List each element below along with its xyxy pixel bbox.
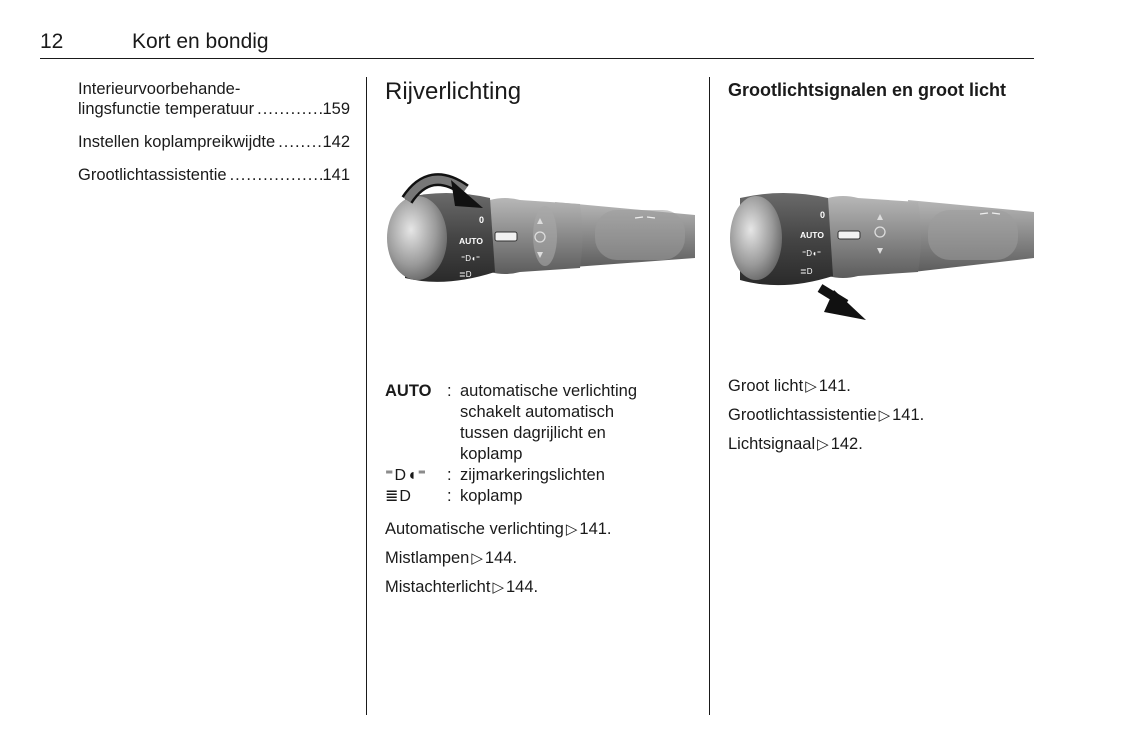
side-marker-lights-icon: ⁼D◖⁼ bbox=[385, 467, 428, 484]
high-beam-switch-illustration bbox=[728, 180, 1038, 325]
reference-text: Automatische verlichting bbox=[385, 520, 564, 538]
leader-dots bbox=[227, 165, 323, 185]
index-entry[interactable] bbox=[78, 79, 350, 119]
ring-label-side-lights: ⁼D◖⁼ bbox=[802, 249, 822, 258]
index-entry[interactable] bbox=[78, 165, 350, 185]
ref-arrow-icon: ▷ bbox=[878, 407, 891, 424]
ring-label-main-lights: ≣D bbox=[459, 270, 472, 279]
legend-description: koplamp bbox=[460, 487, 523, 505]
legend-description bbox=[460, 381, 670, 465]
reference-link[interactable] bbox=[728, 376, 924, 397]
ring-label-side-lights: ⁼D◖⁼ bbox=[461, 254, 481, 263]
legend-colon: : bbox=[447, 487, 452, 505]
reference-link[interactable] bbox=[728, 405, 924, 426]
column-divider-2 bbox=[709, 77, 710, 715]
legend-row bbox=[385, 465, 670, 486]
legend-line: koplamp bbox=[460, 445, 523, 463]
index-page-number: 159 bbox=[322, 100, 350, 118]
index-list bbox=[78, 79, 350, 198]
reference-text: Mistachterlicht bbox=[385, 578, 491, 596]
section-heading: Rijverlichting bbox=[385, 78, 522, 105]
leader-dots bbox=[275, 132, 322, 152]
section-heading: Grootlichtsignalen en groot licht bbox=[728, 80, 1007, 100]
header-rule bbox=[40, 58, 1034, 59]
index-entry-text: lingsfunctie temperatuur bbox=[78, 100, 255, 118]
ref-arrow-icon: ▷ bbox=[817, 436, 829, 453]
ref-arrow-icon: ▷ bbox=[471, 550, 483, 567]
reference-link[interactable] bbox=[728, 434, 924, 455]
index-entry-text: Interieurvoorbehande- bbox=[78, 80, 241, 98]
legend-colon: : bbox=[447, 382, 452, 400]
ref-arrow-icon: ▷ bbox=[492, 579, 504, 596]
ref-arrow-icon: ▷ bbox=[565, 521, 578, 538]
index-entry-text: Grootlichtassistentie bbox=[78, 166, 227, 184]
reference-list bbox=[728, 376, 924, 463]
reference-text: Groot licht bbox=[728, 377, 804, 395]
headlamp-icon: ≣D bbox=[385, 488, 412, 505]
column-divider-1 bbox=[366, 77, 367, 715]
reference-page: 144. bbox=[506, 578, 539, 596]
light-switch-illustration bbox=[385, 160, 695, 295]
symbol-legend bbox=[385, 381, 670, 507]
reference-page: 142. bbox=[830, 435, 863, 453]
ring-label-off: 0 bbox=[479, 215, 485, 225]
legend-row bbox=[385, 381, 670, 465]
ring-label-off: 0 bbox=[820, 210, 826, 220]
leader-dots bbox=[254, 99, 322, 119]
index-entry-text: Instellen koplampreikwijdte bbox=[78, 133, 276, 151]
index-page-number: 141 bbox=[322, 166, 350, 184]
page-number: 12 bbox=[40, 30, 64, 53]
legend-description: zijmarkeringslichten bbox=[460, 466, 605, 484]
legend-line: tussen dagrijlicht en bbox=[460, 424, 606, 442]
reference-text: Grootlichtassistentie bbox=[728, 406, 877, 424]
reference-link[interactable] bbox=[385, 519, 612, 540]
ring-label-auto: AUTO bbox=[800, 230, 824, 240]
reference-page: 144. bbox=[484, 549, 518, 567]
legend-line: schakelt automatisch bbox=[460, 403, 615, 421]
reference-page: 141. bbox=[892, 406, 925, 424]
reference-text: Mistlampen bbox=[385, 549, 470, 567]
section-title: Kort en bondig bbox=[132, 30, 269, 53]
reference-link[interactable] bbox=[385, 577, 612, 598]
legend-colon: : bbox=[447, 466, 452, 484]
reference-list bbox=[385, 519, 612, 606]
legend-row bbox=[385, 486, 670, 507]
reference-page: 141. bbox=[579, 520, 612, 538]
legend-line: automatische verlichting bbox=[460, 382, 638, 400]
ring-label-main-lights: ≣D bbox=[800, 267, 813, 276]
reference-text: Lichtsignaal bbox=[728, 435, 816, 453]
index-entry[interactable] bbox=[78, 132, 350, 152]
ref-arrow-icon: ▷ bbox=[805, 378, 817, 395]
ring-label-auto: AUTO bbox=[459, 236, 483, 246]
reference-page: 141. bbox=[818, 377, 851, 395]
legend-key: AUTO bbox=[385, 382, 432, 400]
reference-link[interactable] bbox=[385, 548, 612, 569]
index-page-number: 142 bbox=[322, 133, 350, 151]
